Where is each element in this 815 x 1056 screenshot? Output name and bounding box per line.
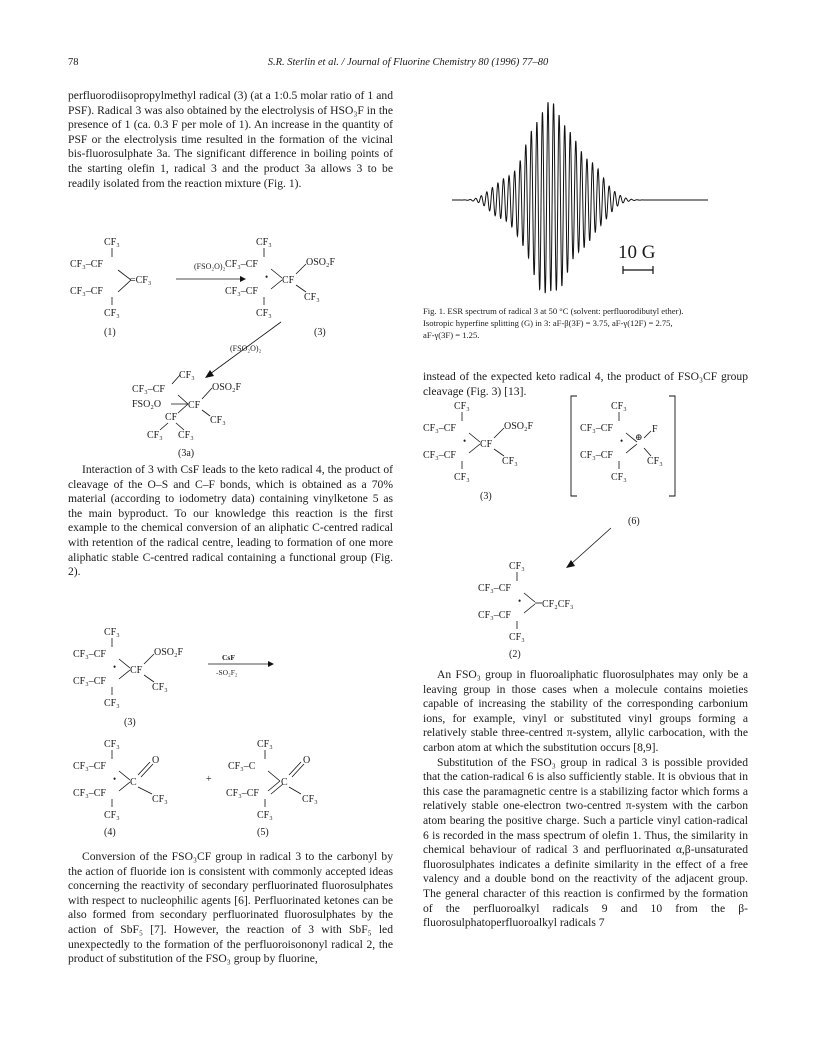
bis-fluorosulphate-3a-structure bbox=[132, 370, 241, 459]
radical-dot: • bbox=[113, 662, 117, 672]
atom-cf3-cf: CF₃–CF bbox=[580, 450, 613, 461]
reagent-psf: (FSO₂O)₂ bbox=[230, 344, 262, 353]
reaction-arrow-head bbox=[268, 661, 274, 667]
atom-cf3-c: CF₃–C bbox=[228, 761, 256, 772]
scheme-2-csf-reaction bbox=[68, 622, 398, 837]
atom-cf: CF bbox=[282, 275, 295, 286]
bond bbox=[289, 762, 301, 775]
atom-cf3-cf: CF₃–CF bbox=[132, 384, 165, 395]
atom-cf3: CF₃ bbox=[152, 682, 168, 693]
atom-cf3-cf: CF₃–CF bbox=[73, 761, 106, 772]
atom-cf3: CF₃ bbox=[611, 472, 627, 483]
bond bbox=[626, 444, 637, 453]
atom-cf: CF bbox=[188, 400, 201, 411]
esr-scale-label: 10 G bbox=[618, 242, 656, 263]
bond bbox=[144, 654, 154, 664]
atom-cf3: CF₃ bbox=[104, 308, 120, 319]
bond bbox=[138, 762, 150, 775]
atom-cf3: CF₃ bbox=[647, 456, 663, 467]
atom-cf3: CF₃ bbox=[104, 739, 120, 750]
atom-cf3-cf: CF₃–CF bbox=[70, 259, 103, 270]
compound-label-3: (3) bbox=[480, 491, 492, 502]
scheme-1-olefin-to-radical bbox=[68, 232, 398, 460]
bond bbox=[160, 423, 168, 430]
bond bbox=[138, 787, 152, 794]
atom-cf3: CF₃ bbox=[502, 456, 518, 467]
atom-cf: CF bbox=[130, 665, 143, 676]
compound-label-3: (3) bbox=[314, 327, 326, 338]
bond bbox=[144, 675, 154, 682]
bond bbox=[494, 428, 504, 438]
atom-cf3: CF₃ bbox=[256, 237, 272, 248]
reagent-so2f2: -SO₂F₂ bbox=[216, 668, 238, 677]
positive-charge: ⊕ bbox=[635, 432, 643, 442]
right-para-2-block bbox=[423, 668, 748, 931]
keto-radical-4-structure bbox=[73, 739, 168, 838]
atom-cf3-cf: CF₃–CF bbox=[73, 788, 106, 799]
reagent-psf: (FSO₂O)₂ bbox=[194, 262, 226, 271]
bond bbox=[494, 449, 504, 456]
figure-1-caption bbox=[423, 305, 748, 341]
atom-cf3: CF₃ bbox=[611, 401, 627, 412]
left-paragraph-2: Interaction of 3 with CsF leads to the keto radical 4, the product of cleavage of the O–S and C–F bonds, which is obtained as a 70% material (according to iodometry data) containing vinylketone 5 as the main byproduct. To our knowledge this reaction is the first example to the chemical conversion of an aliphatic C-centred radical with retention of the radical centre, leading to formation of one more aliphatic stable C-centred radical containing a functional group (Fig. 2). bbox=[68, 463, 393, 579]
figure-1-caption-line-1: Fig. 1. ESR spectrum of radical 3 at 50 °C (solvent: perfluorodibutyl ether). bbox=[423, 306, 684, 316]
compound-label-1: (1) bbox=[104, 327, 116, 338]
plus-sign: + bbox=[206, 774, 212, 785]
atom-eq-cf3: =CF₃ bbox=[130, 275, 152, 286]
compound-label-6: (6) bbox=[628, 516, 640, 527]
bond bbox=[119, 782, 130, 791]
bond bbox=[176, 423, 184, 430]
compound-label-3: (3) bbox=[124, 717, 136, 728]
figure-1-caption-line-2: Isotropic hyperfine splitting (G) in 3: aF-β(3F) = 3.75, aF-γ(12F) = 2.75, bbox=[423, 318, 673, 328]
bond bbox=[268, 771, 280, 781]
bond bbox=[271, 269, 282, 278]
atom-cf3: CF₃ bbox=[256, 308, 272, 319]
atom-cf3-cf: CF₃–CF bbox=[478, 583, 511, 594]
atom-cf3: CF₃ bbox=[179, 370, 195, 381]
atom-cf3-cf: CF₃–CF bbox=[225, 259, 258, 270]
atom-o: O bbox=[152, 755, 160, 766]
atom-cf3: CF₃ bbox=[257, 810, 273, 821]
atom-cf3: CF₃ bbox=[210, 415, 226, 426]
right-paragraph-3: Substitution of the FSO₃ group in radical 3 is possible provided that the cation-radical 6 is also sufficiently stable. It is obvious that in this case the paramagnetic centre is a stabilizing factor which forms a relatively stable one-electron two-centred π-system with the carbon atom bearing the positive charge. Such a particle vinyl cation-radical 6 is recorded in the mass spectrum of olefin 1. Thus, the similarity in chemical behaviour of radical 3 and perfluorinated α,β-unsaturated fluorosulphates indicates a definite similarity in the effect of a free valency and a double bond on the reactivity of the adjacent group. The general character of this reaction is confirmed by the formation of the perfluoroalkyl radicals 9 and 10 from the β-fluorosulphatoperfluoroalkyl radicals 7 bbox=[423, 755, 748, 930]
atom-cf3: CF₃ bbox=[454, 401, 470, 412]
compound-label-5: (5) bbox=[257, 827, 269, 838]
radical-dot: • bbox=[113, 774, 117, 784]
bond bbox=[202, 410, 210, 416]
bond bbox=[178, 404, 188, 413]
scheme-3-sbf5-reaction bbox=[423, 396, 748, 660]
right-para-1-block bbox=[423, 370, 748, 399]
bond bbox=[119, 659, 130, 668]
bond bbox=[271, 280, 282, 289]
atom-oso2f: OSO₂F bbox=[504, 421, 534, 432]
bond bbox=[469, 444, 480, 453]
atom-cf3-cf: CF₃–CF bbox=[73, 676, 106, 687]
atom-oso2f: OSO₂F bbox=[154, 647, 184, 658]
atom-cf3: CF₃ bbox=[509, 632, 525, 643]
radical-dot: • bbox=[265, 272, 269, 282]
atom-cf3: CF₃ bbox=[304, 292, 320, 303]
radical-dot: • bbox=[518, 596, 522, 606]
esr-spectrum-figure bbox=[440, 80, 730, 300]
reaction-arrow bbox=[571, 528, 611, 564]
atom-cf3: CF₃ bbox=[257, 739, 273, 750]
bond bbox=[289, 787, 301, 794]
radical-dot: • bbox=[620, 436, 624, 446]
atom-cf3-cf: CF₃–CF bbox=[478, 610, 511, 621]
atom-cf3: CF₃ bbox=[509, 561, 525, 572]
cation-radical-6-structure bbox=[580, 401, 663, 483]
atom-o: O bbox=[303, 755, 311, 766]
radical-3-structure bbox=[73, 627, 183, 728]
atom-cf3: CF₃ bbox=[104, 627, 120, 638]
reaction-arrow-head bbox=[205, 370, 214, 378]
atom-cf3: CF₃ bbox=[302, 794, 318, 805]
atom-cf: CF bbox=[480, 439, 493, 450]
atom-cf3: CF₃ bbox=[454, 472, 470, 483]
bond bbox=[524, 604, 535, 613]
radical-dot: • bbox=[463, 436, 467, 446]
atom-cf3-cf: CF₃–CF bbox=[73, 649, 106, 660]
bond bbox=[524, 593, 535, 602]
atom-cf3-cf: CF₃–CF bbox=[423, 423, 456, 434]
atom-c: C bbox=[281, 777, 288, 788]
atom-cf3-cf: CF₃–CF bbox=[423, 450, 456, 461]
atom-cf3-cf: CF₃–CF bbox=[225, 286, 258, 297]
bond bbox=[296, 285, 306, 292]
bond bbox=[202, 388, 212, 399]
bond bbox=[644, 431, 651, 438]
radical-2-structure bbox=[478, 561, 573, 660]
bond bbox=[469, 433, 480, 442]
reagent-csf: CsF bbox=[222, 653, 235, 662]
atom-cf3: CF₃ bbox=[152, 794, 168, 805]
running-title: S.R. Sterlin et al. / Journal of Fluorine Chemistry 80 (1996) 77–80 bbox=[267, 57, 549, 68]
bond bbox=[119, 771, 130, 780]
left-para-2-block bbox=[68, 463, 393, 580]
bond bbox=[644, 448, 651, 456]
atom-fso2o: FSO₂O bbox=[132, 399, 162, 410]
bond bbox=[268, 781, 280, 791]
atom-cf3: CF₃ bbox=[104, 237, 120, 248]
atom-cf: CF bbox=[165, 412, 178, 423]
reaction-arrow-head bbox=[240, 276, 246, 282]
left-paragraph-1: perfluorodiisopropylmethyl radical (3) (at a 1:0.5 molar ratio of 1 and PSF). Radical 3 was also obtained by the electrolysis of HSO₃F in the presence of 1 (ca. 0.3 F per mole of 1). An increase in the quantity of PSF or the electrolysis time resulted in the formation of the vicinal bis-fluorosulphate 3a. The significant difference in boiling points of the starting olefin 1, radical 3 and the product 3a allows 3 to be readily isolated from the reaction mixture (Fig. 1). bbox=[68, 89, 393, 190]
compound-label-3a: (3a) bbox=[178, 448, 195, 459]
page-number: 78 bbox=[68, 57, 79, 68]
bracket-left bbox=[571, 396, 577, 496]
atom-cf3-cf: CF₃–CF bbox=[70, 286, 103, 297]
bond bbox=[119, 670, 130, 679]
atom-cf3: CF₃ bbox=[147, 430, 163, 441]
left-para-3-block bbox=[68, 850, 393, 967]
atom-cf3: CF₃ bbox=[104, 698, 120, 709]
atom-cf3-cf: CF₃–CF bbox=[226, 788, 259, 799]
right-paragraph-1: instead of the expected keto radical 4, the product of FSO₃CF group cleavage (Fig. 3) [13]. bbox=[423, 370, 748, 398]
vinylketone-5-structure bbox=[226, 739, 318, 838]
radical-3-structure bbox=[423, 401, 533, 502]
bond bbox=[178, 395, 188, 404]
olefin-1-structure bbox=[70, 237, 151, 338]
compound-label-2: (2) bbox=[509, 649, 521, 660]
atom-cf3: CF₃ bbox=[178, 430, 194, 441]
atom-cf3-cf: CF₃–CF bbox=[580, 423, 613, 434]
atom-cf3: CF₃ bbox=[104, 810, 120, 821]
atom-oso2f: OSO₂F bbox=[306, 257, 336, 268]
right-paragraph-2: An FSO₃ group in fluoroaliphatic fluorosulphates may only be a leaving group in those cases when a molecule contains moieties capable of increasing the stability of the corresponding carbonium ions, for example, vinyl or substituted vinyl groups forming a relatively stable three-centred π-system, allylic carbocation, with the carbon atom at which the substitution occurs [8,9]. bbox=[423, 668, 748, 754]
atom-f: F bbox=[652, 424, 658, 435]
compound-label-4: (4) bbox=[104, 827, 116, 838]
left-paragraph-3: Conversion of the FSO₃CF group in radical 3 to the carbonyl by the action of fluoride ion is consistent with commonly accepted ideas concerning the reactivity of secondary perfluorinated fluorosulphates with respect to nucleophilic agents [6]. Perfluorinated ketones can be also formed from secondary perfluorinated fluorosulphates by the action of SbF₅ [7]. However, the reaction of 3 with SbF₅ led unexpectedly to the formation of the perfluoroisononyl radical 2, the product of substitution of the FSO₃ group by fluorine, bbox=[68, 850, 393, 966]
left-para-1-block bbox=[68, 89, 393, 191]
figure-1-caption-line-3: aF-γ(3F) = 1.25. bbox=[423, 330, 480, 340]
atom-c: C bbox=[130, 777, 137, 788]
running-header bbox=[68, 57, 748, 73]
atom-oso2f: OSO₂F bbox=[212, 382, 242, 393]
bracket-right bbox=[669, 396, 675, 496]
esr-spectrum-trace bbox=[452, 102, 708, 293]
atom-cf2cf3: CF₂CF₃ bbox=[542, 599, 574, 610]
bond bbox=[296, 264, 306, 274]
